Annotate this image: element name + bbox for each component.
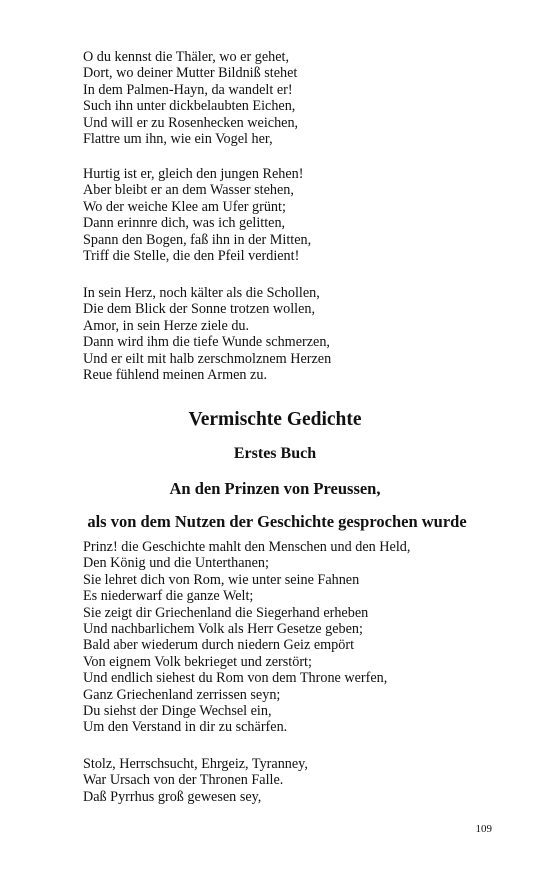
verse-line: Und nachbarlichem Volk als Herr Gesetze geben; (83, 620, 363, 637)
verse-line: Dann wird ihm die tiefe Wunde schmerzen, (83, 334, 330, 351)
verse-line: Sie lehret dich von Rom, wie unter seine Fahnen (83, 571, 360, 588)
verse-line: Dann erinnre dich, was ich gelitten, (83, 215, 286, 232)
verse-line: Reue fühlend meinen Armen zu. (83, 366, 267, 383)
verse-line: Such ihn unter dickbelaubten Eichen, (83, 98, 296, 115)
verse-line: Und will er zu Rosenhecken weichen, (83, 114, 299, 131)
verse-line: O du kennst die Thäler, wo er gehet, (83, 49, 290, 65)
verse-line: Dort, wo deiner Mutter Bildniß stehet (83, 65, 298, 82)
verse-line: Du siehst der Dinge Wechsel ein, (83, 702, 272, 719)
poem-stanza (83, 539, 523, 736)
verse-line: Stolz, Herrschsucht, Ehrgeiz, Tyranney, (83, 756, 308, 772)
verse-line: Triff die Stelle, die den Pfeil verdient! (83, 247, 300, 264)
verse-line: Daß Pyrrhus groß gewesen sey, (83, 788, 262, 805)
verse-line: Von eignem Volk bekrieget und zerstört; (83, 653, 312, 670)
poem-stanza (83, 756, 523, 805)
verse-line: Ganz Griechenland zerrissen seyn; (83, 686, 281, 703)
verse-line: Wo der weiche Klee am Ufer grünt; (83, 198, 286, 215)
verse-line: War Ursach von der Thronen Falle. (83, 772, 284, 789)
verse-line: Prinz! die Geschichte mahlt den Menschen und den Held, (83, 539, 411, 555)
verse-line: Aber bleibt er an dem Wasser stehen, (83, 182, 294, 199)
verse-line: Hurtig ist er, gleich den jungen Rehen! (83, 166, 304, 182)
poem-stanza (83, 166, 523, 264)
verse-line: In sein Herz, noch kälter als die Schollen, (83, 285, 320, 301)
verse-line: Um den Verstand in dir zu schärfen. (83, 719, 288, 736)
page-number: 109 (475, 823, 492, 835)
poem-title: An den Prinzen von Preussen, (169, 479, 381, 498)
poem-subtitle: als von dem Nutzen der Geschichte gesprochen wurde (87, 512, 467, 531)
verse-line: Flattre um ihn, wie ein Vogel her, (83, 130, 273, 147)
book-title: Erstes Buch (233, 445, 317, 462)
verse-line: Den König und die Unterthanen; (83, 555, 269, 572)
verse-line: Bald aber wiederum durch niedern Geiz empört (83, 637, 355, 654)
verse-line: Und er eilt mit halb zerschmolznem Herzen (83, 350, 332, 367)
poem-stanza (83, 285, 523, 383)
verse-line: Es niederwarf die ganze Welt; (83, 588, 254, 605)
section-title: Vermischte Gedichte (188, 409, 362, 430)
verse-line: Amor, in sein Herze ziele du. (83, 317, 250, 334)
verse-line: Spann den Bogen, faß ihn in der Mitten, (83, 231, 312, 248)
verse-line: Sie zeigt dir Griechenland die Siegerhand erheben (83, 604, 369, 621)
verse-line: Die dem Blick der Sonne trotzen wollen, (83, 301, 316, 318)
verse-line: In dem Palmen-Hayn, da wandelt er! (83, 81, 293, 98)
poem-stanza (83, 49, 523, 147)
verse-line: Und endlich siehest du Rom von dem Throne werfen, (83, 670, 388, 687)
